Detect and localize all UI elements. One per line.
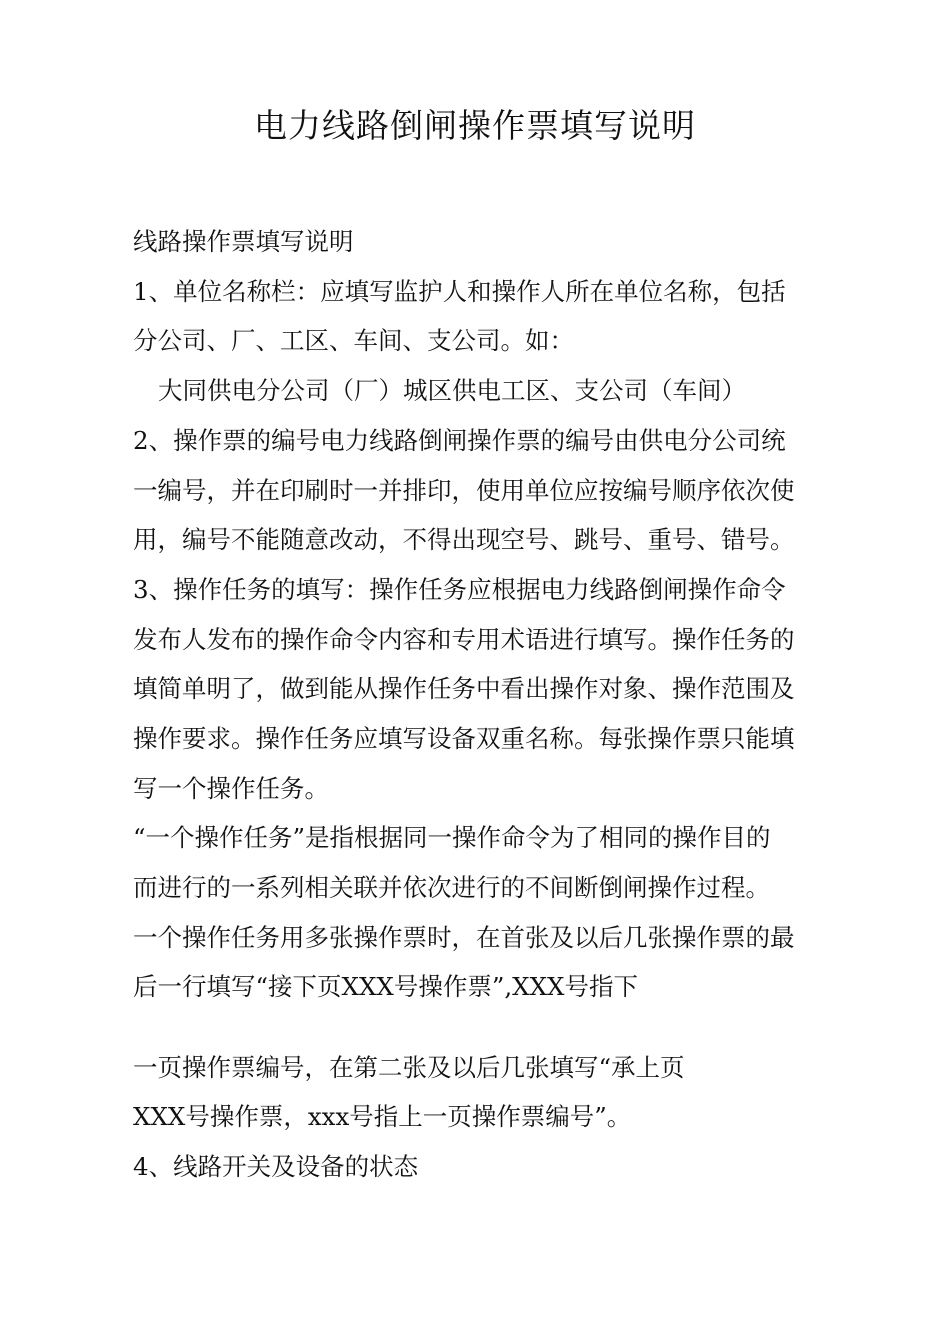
page-title: 电力线路倒闸操作票填写说明: [254, 106, 696, 145]
paragraph-line: 分公司、厂、工区、车间、支公司。如：: [133, 326, 574, 355]
paragraph-line: 用，编号不能随意改动，不得出现空号、跳号、重号、错号。: [133, 525, 795, 554]
paragraph-line: 后一行填写“接下页XXX号操作票”,XXX号指下: [133, 972, 638, 1001]
paragraph-line: 2、操作票的编号电力线路倒闸操作票的编号由供电分公司统: [133, 426, 786, 455]
paragraph-line: 一编号，并在印刷时一并排印，使用单位应按编号顺序依次使: [133, 476, 795, 505]
section-heading: 4、线路开关及设备的状态: [133, 1152, 419, 1181]
paragraph-line: 发布人发布的操作命令内容和专用术语进行填写。操作任务的: [133, 625, 795, 654]
example-line: 大同供电分公司（厂）城区供电工区、支公司（车间）: [158, 376, 746, 405]
paragraph-line: XXX号操作票，xxx号指上一页操作票编号”。: [133, 1102, 632, 1131]
section-heading: 线路操作票填写说明: [133, 227, 354, 256]
paragraph-line: 填简单明了，做到能从操作任务中看出操作对象、操作范围及: [133, 674, 795, 703]
paragraph-line: 而进行的一系列相关联并依次进行的不间断倒闸操作过程。: [133, 873, 770, 902]
paragraph-line: 3、操作任务的填写：操作任务应根据电力线路倒闸操作命令: [133, 575, 786, 604]
paragraph-line: “一个操作任务”是指根据同一操作命令为了相同的操作目的: [133, 823, 771, 852]
paragraph-line: 写一个操作任务。: [133, 774, 329, 803]
paragraph-line: 一个操作任务用多张操作票时，在首张及以后几张操作票的最: [133, 923, 795, 952]
paragraph-line: 1、单位名称栏：应填写监护人和操作人所在单位名称，包括: [133, 277, 786, 306]
paragraph-line: 操作要求。操作任务应填写设备双重名称。每张操作票只能填: [133, 724, 795, 753]
paragraph-line: 一页操作票编号，在第二张及以后几张填写“承上页: [133, 1053, 685, 1082]
